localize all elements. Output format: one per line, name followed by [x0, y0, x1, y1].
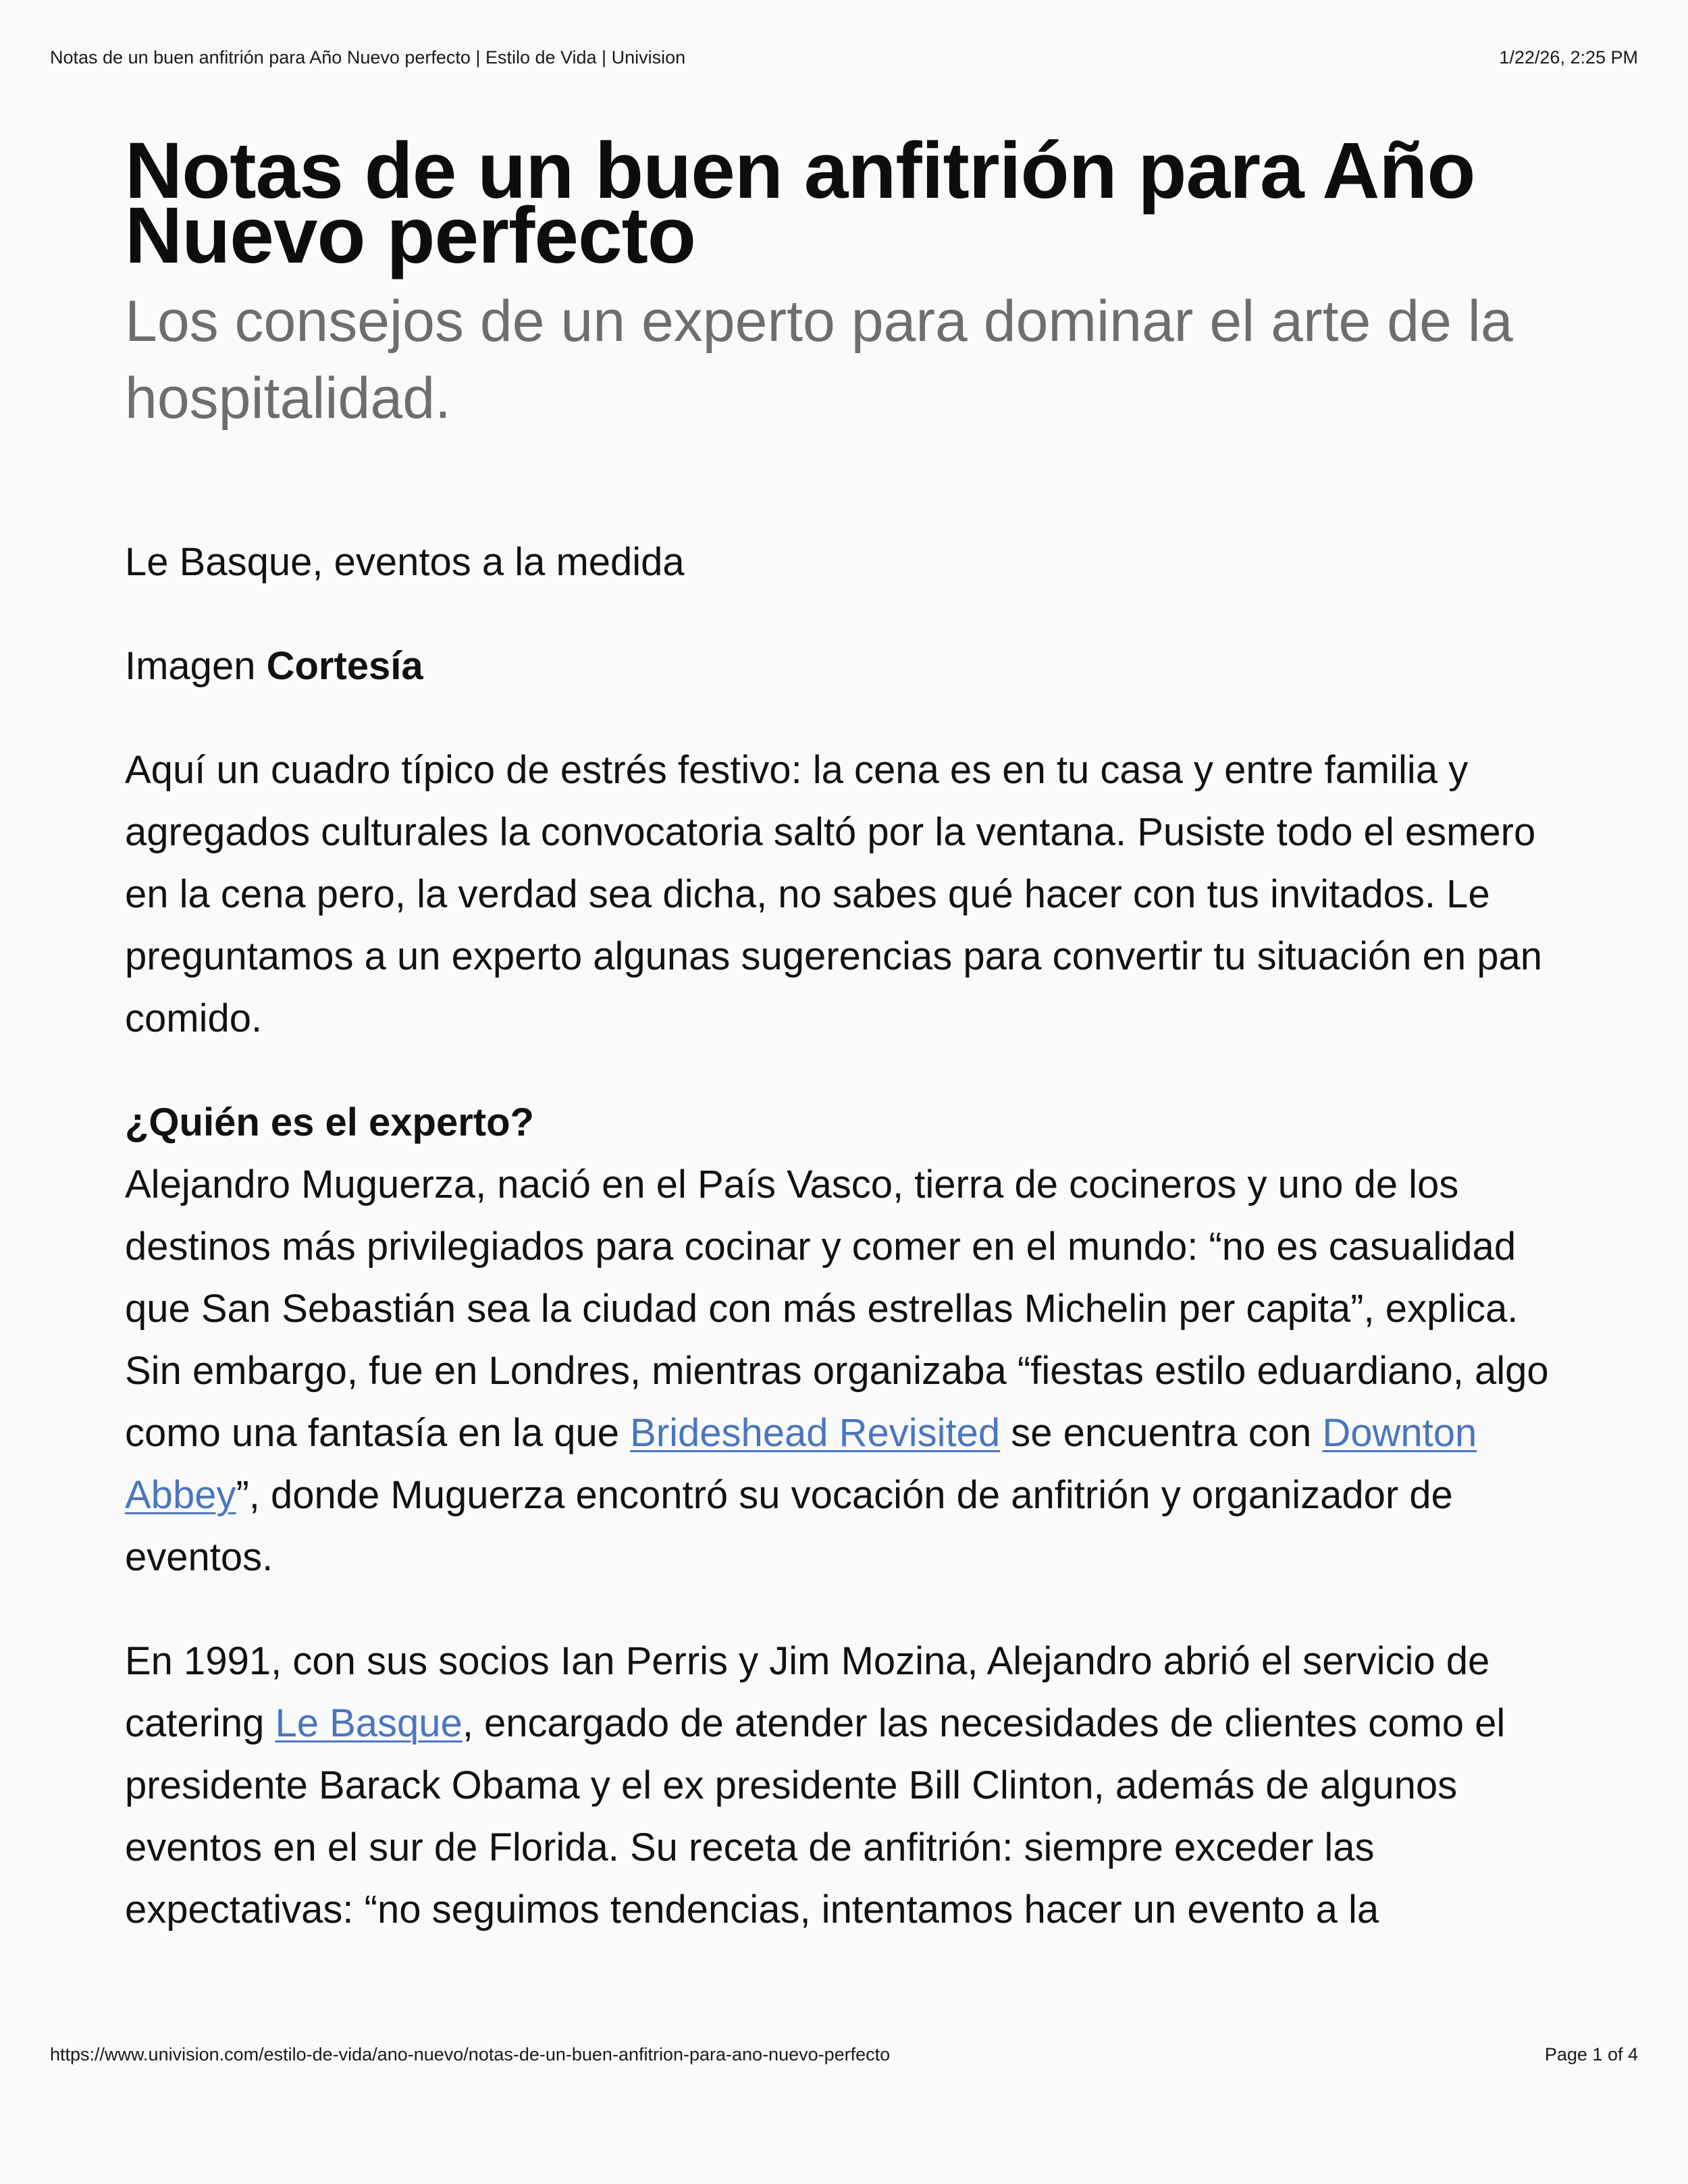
article-title: Notas de un buen anfitrión para Año Nuevo perfecto: [125, 126, 1475, 280]
paragraph-intro: Aquí un cuadro típico de estrés festivo: la cena es en tu casa y entre familia y agregados culturales la convocatoria saltó por la ventana. Pusiste todo el esmero en la cena pero, la verdad sea dicha, no sabes qué hacer con tus invitados. Le preguntamos a un experto algunas sugerencias para convertir tu situación en pan comido.: [125, 748, 1542, 1040]
article: [125, 126, 1570, 1941]
image-credit-prefix: Imagen: [125, 644, 256, 688]
link-brideshead-revisited[interactable]: Brideshead Revisited: [630, 1411, 1001, 1455]
paragraph-expert-text-3: ”, donde Muguerza encontró su vocación de anfitrión y organizador de eventos.: [125, 1473, 1453, 1579]
image-credit-name: Cortesía: [266, 644, 423, 688]
print-url: https://www.univision.com/estilo-de-vida/ano-nuevo/notas-de-un-buen-anfitrion-para-ano-nuevo-perfecto: [50, 2044, 891, 2065]
link-le-basque[interactable]: Le Basque: [275, 1701, 463, 1745]
paragraph-expert-text-1: Alejandro Muguerza, nació en el País Vasco, tierra de cocineros y uno de los destinos más privilegiados para cocinar y comer en el mundo: “no es casualidad que San Sebastián sea la ciudad con más estrellas Michelin per capita”, explica. Sin embargo, fue en Londres, mientras organizaba “fiestas estilo eduardiano, algo como una fantasía en la que: [125, 1163, 1549, 1455]
image-credit: [125, 635, 1570, 697]
article-subtitle: Los consejos de un experto para dominar el arte de la hospitalidad.: [125, 289, 1513, 431]
section-heading-expert: ¿Quién es el experto?: [125, 1100, 534, 1144]
print-page-number: Page 1 of 4: [1544, 2044, 1638, 2065]
paragraph-le-basque: [125, 1630, 1570, 1941]
paragraph-le-basque-text-2: , encargado de atender las necesidades de clientes como el presidente Barack Obama y el ex presidente Bill Clinton, además de algunos eventos en el sur de Florida. Su receta de anfitrión: siempre exceder las expectativas: “no seguimos tendencias, intentamos hacer un evento a la: [125, 1701, 1506, 1932]
print-footer: [50, 2044, 1638, 2071]
paragraph-expert-text-2: se encuentra con: [1000, 1411, 1323, 1455]
paragraph-expert: [125, 1154, 1570, 1589]
image-caption: Le Basque, eventos a la medida: [125, 540, 685, 584]
print-header: [50, 47, 1638, 74]
link-downton-abbey[interactable]: Downton Abbey: [125, 1411, 1477, 1517]
paragraph-le-basque-text-1: En 1991, con sus socios Ian Perris y Jim Mozina, Alejandro abrió el servicio de catering: [125, 1639, 1490, 1745]
print-datetime: 1/22/26, 2:25 PM: [1499, 47, 1638, 68]
print-page-title: Notas de un buen anfitrión para Año Nuevo perfecto | Estilo de Vida | Univision: [50, 47, 686, 68]
